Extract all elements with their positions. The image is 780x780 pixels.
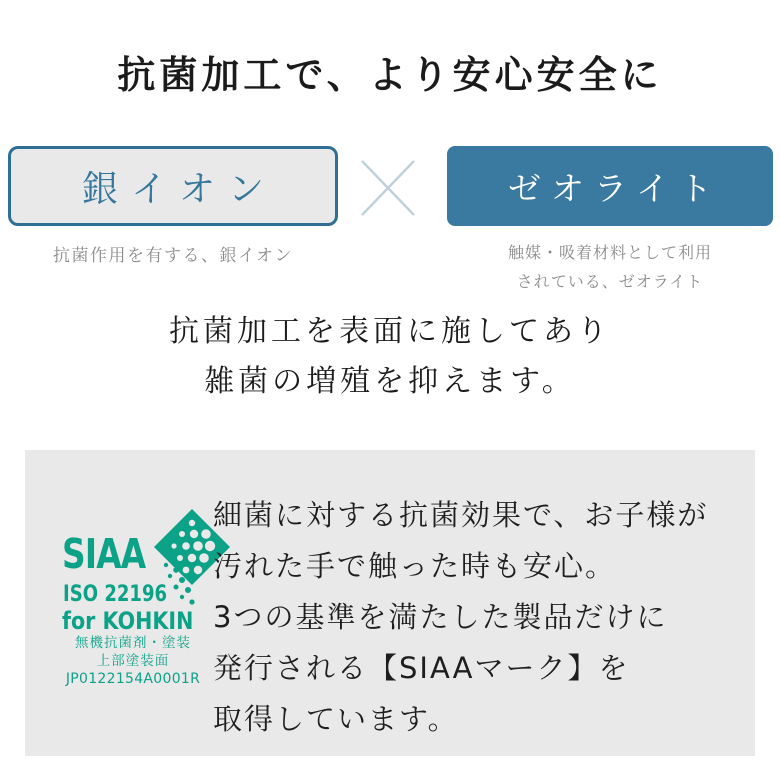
description-line2: 雑菌の増殖を抑えます。 bbox=[204, 364, 576, 399]
description-text bbox=[0, 307, 780, 407]
zeolite-box bbox=[447, 146, 773, 226]
siaa-panel bbox=[25, 450, 755, 756]
siaa-cert-number: JP0122154A0001R bbox=[65, 671, 201, 687]
description-line1: 抗菌加工を表面に施してあり bbox=[169, 314, 611, 349]
silver-ion-label: 銀イオン bbox=[82, 168, 277, 209]
siaa-applied-part: 上部塗装面 bbox=[96, 653, 170, 669]
zeolite-caption-line1: 触媒・吸着材料として利用 bbox=[507, 243, 712, 262]
zeolite-label: ゼオライト bbox=[507, 171, 722, 208]
siaa-logo-purpose: for KOHKIN bbox=[62, 607, 194, 635]
siaa-description-line3: 3つの基準を満たした製品だけに bbox=[213, 600, 668, 634]
silver-ion-caption: 抗菌作用を有する、銀イオン bbox=[53, 246, 293, 266]
siaa-agent-type: 無機抗菌剤・塗装 bbox=[75, 635, 191, 651]
section-heading: 抗菌加工で、より安心安全に bbox=[117, 53, 663, 97]
siaa-logo-standard: ISO 22196 bbox=[63, 582, 168, 607]
siaa-description bbox=[213, 490, 753, 745]
siaa-logo-name: SIAA bbox=[62, 530, 146, 578]
siaa-description-line5: 取得しています。 bbox=[213, 702, 459, 736]
multiply-icon bbox=[357, 156, 419, 220]
zeolite-caption-line2: されている、ゼオライト bbox=[516, 272, 704, 291]
siaa-description-line2: 汚れた手で触った時も安心。 bbox=[213, 549, 617, 583]
siaa-description-line1: 細菌に対する抗菌効果で、お子様が bbox=[213, 498, 709, 532]
zeolite-caption bbox=[447, 238, 773, 296]
siaa-description-line4: 発行される【SIAAマーク】を bbox=[213, 651, 630, 685]
silver-ion-box bbox=[8, 146, 338, 226]
